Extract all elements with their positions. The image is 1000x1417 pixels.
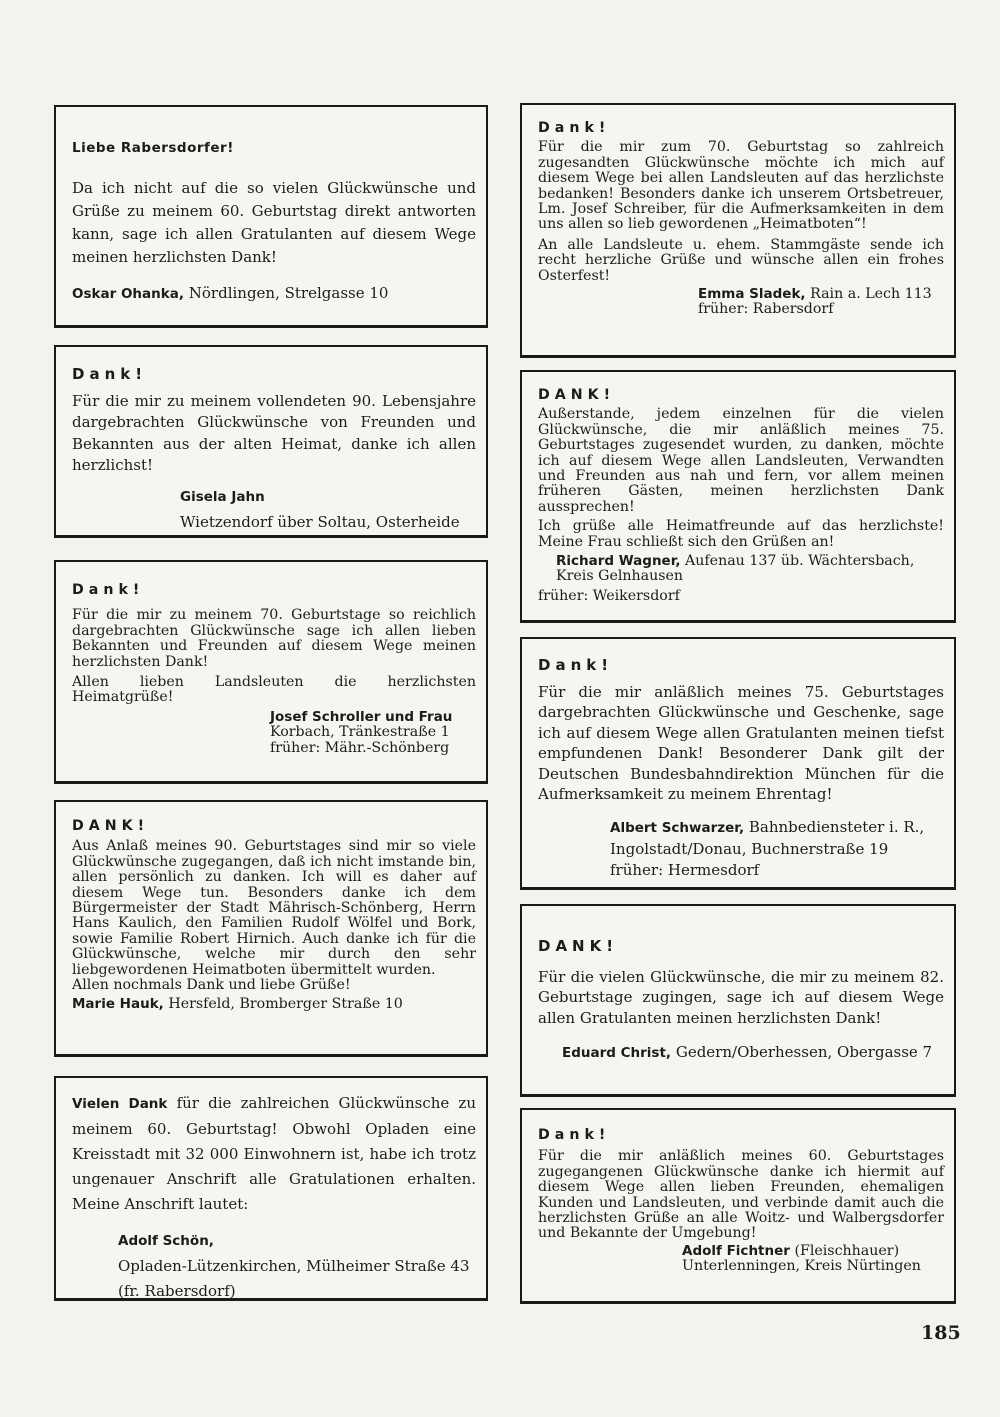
notice-text: Da ich nicht auf die so vielen Glückwünsche und Grüße zu meinem 60. Geburtstag direkt antworten kann, sage ich allen Gratulanten auf diesem Wege meinen herzlichsten Dank! [72, 178, 476, 266]
notice-text: Für die mir zu meinem 70. Geburtstage so reichlich dargebrachten Glückwünsche sage ich allen lieben Bekannten und Freunden auf diesem Wege meinen herzlichsten Dank! [72, 607, 476, 670]
signature-line-1 [538, 554, 944, 569]
signature-name-line [72, 710, 476, 725]
signature-address: Gedern/Oberhessen, Obergasse 7 [675, 1043, 933, 1061]
notice-text-2: Allen nochmals Dank und liebe Grüße! [72, 977, 351, 994]
signature-line-1 [538, 1244, 944, 1259]
notice-schroller [54, 560, 488, 784]
notice-text-2: An alle Landsleute u. ehem. Stammgäste sende ich recht herzliche Grüße und wünsche allen ein frohes Osterfest! [538, 236, 944, 284]
notice-title: DANK! [538, 387, 616, 403]
notice-lead: Vielen Dank [72, 1096, 168, 1112]
notice-title: Dank! [538, 656, 614, 674]
signature-name: Adolf Fichtner [682, 1242, 790, 1259]
notice-text [72, 1091, 476, 1217]
notice-text-2: Allen lieben Landsleuten die herzlichsten Heimatgrüße! [72, 674, 476, 706]
signature [72, 283, 476, 305]
signature-name: Marie Hauk, [72, 996, 164, 1013]
notice-title: Dank! [72, 582, 145, 598]
page-number: 185 [921, 1322, 961, 1344]
notice-jahn [54, 345, 488, 538]
signature-name: Eduard Christ, [562, 1045, 672, 1061]
signature-name: Adolf Schön, [118, 1233, 214, 1249]
signature-name-line [72, 486, 476, 509]
signature-address: Nördlingen, Strelgasse 10 [188, 283, 389, 302]
signature-address-2: (fr. Rabersdorf) [118, 1282, 236, 1300]
signature-address-3: früher: Hermesdorf [610, 860, 760, 879]
notice-text-2: Ich grüße alle Heimatfreunde auf das herzlichste! Meine Frau schließt sich den Grüßen an! [538, 518, 944, 550]
signature-address: Unterlenningen, Kreis Nürtingen [682, 1258, 921, 1275]
signature-line-1 [538, 817, 944, 839]
signature-name: Josef Schroller und Frau [270, 708, 453, 725]
notice-text: Aus Anlaß meines 90. Geburtstages sind mir so viele Glückwünsche zugegangen, daß ich nicht imstande bin, allen persönlich zu danken. Ich will es daher auf diesem Wege tun. Besonders danke ich dem Bürgermeister der Stadt Mährisch-Schönberg, Herrn Hans Kaulich, den Familien Rudolf Wölfel und Bork, sowie Familie Robert Hirnich. Auch danke ich für die Glückwünsche, welche mir durch den sehr liebgewordenen Heimatboten übermittelt wurden. [72, 838, 476, 978]
notice-text: Für die mir anläßlich meines 60. Geburtstages zugegangenen Glückwünsche danke ich hiermit auf diesem Wege allen lieben Freunden, ehemaligen Kunden und Landsleuten, und verbinde damit auch die herzlichsten Grüße an alle Woitz- und Walbergsdorfer und Bekannte der Umgebung! [538, 1148, 944, 1242]
notice-title: Dank! [538, 120, 611, 136]
notice-wagner [520, 370, 956, 623]
signature-address: Wietzendorf über Soltau, Osterheide [180, 513, 460, 531]
signature-name: Gisela Jahn [180, 488, 265, 505]
signature-address-2: früher: Rabersdorf [698, 301, 834, 318]
notice-title: Liebe Rabersdorfer! [72, 140, 234, 156]
notice-body: für die zahlreichen Glückwünsche zu meinem 60. Geburtstag! Obwohl Opladen eine Kreisstadt mit 32 000 Einwohnern ist, habe ich trotz ungenauer Anschrift alle Gratulationen erhalten. Meine Anschrift lautet: [72, 1094, 476, 1213]
signature-address-1: Bahnbediensteter i. R., [748, 817, 925, 836]
signature [72, 997, 476, 1012]
signature-name: Emma Sladek, [698, 286, 806, 303]
notice-text: Für die mir anläßlich meines 75. Geburtstages dargebrachten Glückwünsche und Geschenke, sage ich auf diesem Wege allen Gratulanten meinen tiefst empfundenen Dank! Besonderer Dank gilt der Deutschen Bundesbahndirektion München für die Aufmerksamkeit zu meinem Ehrentag! [538, 682, 944, 803]
notice-schoen [54, 1076, 488, 1301]
notice-hauk [54, 800, 488, 1057]
signature-address: Hersfeld, Bromberger Straße 10 [168, 996, 403, 1013]
notice-title: Dank! [538, 1127, 611, 1143]
signature-address-2: Kreis Gelnhausen [556, 568, 684, 585]
signature-address-2: Ingolstadt/Donau, Buchnerstraße 19 [610, 839, 889, 858]
notice-title: DANK! [538, 937, 619, 955]
signature-address-3: früher: Weikersdorf [538, 587, 680, 604]
notice-text: Für die mir zu meinem vollendeten 90. Lebensjahre dargebrachten Glückwünsche von Freunden und Bekannten aus der alten Heimat, danke ich allen herzlichst! [72, 391, 476, 474]
notice-christ [520, 904, 956, 1097]
notice-title: Dank! [72, 365, 148, 383]
notice-schwarzer [520, 637, 956, 890]
signature-address-2: früher: Mähr.-Schönberg [270, 739, 450, 756]
signature-address-1: Opladen-Lützenkirchen, Mülheimer Straße 43 [118, 1257, 470, 1275]
signature-name: Richard Wagner, [556, 553, 681, 570]
notice-sladek [520, 103, 956, 358]
signature-address-1: Aufenau 137 üb. Wächtersbach, [685, 553, 915, 570]
signature-address-1: Rain a. Lech 113 [810, 286, 932, 303]
notice-text: Für die vielen Glückwünsche, die mir zu meinem 82. Geburtstage zugingen, sage ich auf diesem Wege allen Gratulanten meinen herzlichsten Dank! [538, 967, 944, 1027]
signature-line-1 [538, 287, 944, 302]
notice-ohanka [54, 105, 488, 328]
notice-text: Für die mir zum 70. Geburtstag so zahlreich zugesandten Glückwünsche möchte ich mich auf diesem Wege bei allen Landsleuten auf das herzlichste bedanken! Besonders danke ich unserem Ortsbetreuer, Lm. Josef Schreiber, für die Aufmerksamkeiten in dem uns allen so lieb gewordenen „Heimatboten“! [538, 139, 944, 233]
notice-text: Außerstande, jedem einzelnen für die vielen Glückwünsche, die mir anläßlich meines 75. Geburtstages zugesendet wurden, zu danken, möchte ich auf diesem Wege allen Landsleuten, Verwandten und Freunden aus nah und fern, vor allem meinen früheren Gästen, meinen herzlichsten Dank aussprechen! [538, 406, 944, 515]
signature [538, 1042, 944, 1064]
signature-occupation: (Fleischhauer) [794, 1242, 900, 1259]
signature-name-line [72, 1228, 476, 1254]
signature-address-1: Korbach, Tränkestraße 1 [270, 724, 450, 741]
notice-title: DANK! [72, 818, 150, 834]
notice-fichtner [520, 1108, 956, 1304]
signature-name: Oskar Ohanka, [72, 285, 184, 302]
signature-name: Albert Schwarzer, [610, 819, 745, 836]
